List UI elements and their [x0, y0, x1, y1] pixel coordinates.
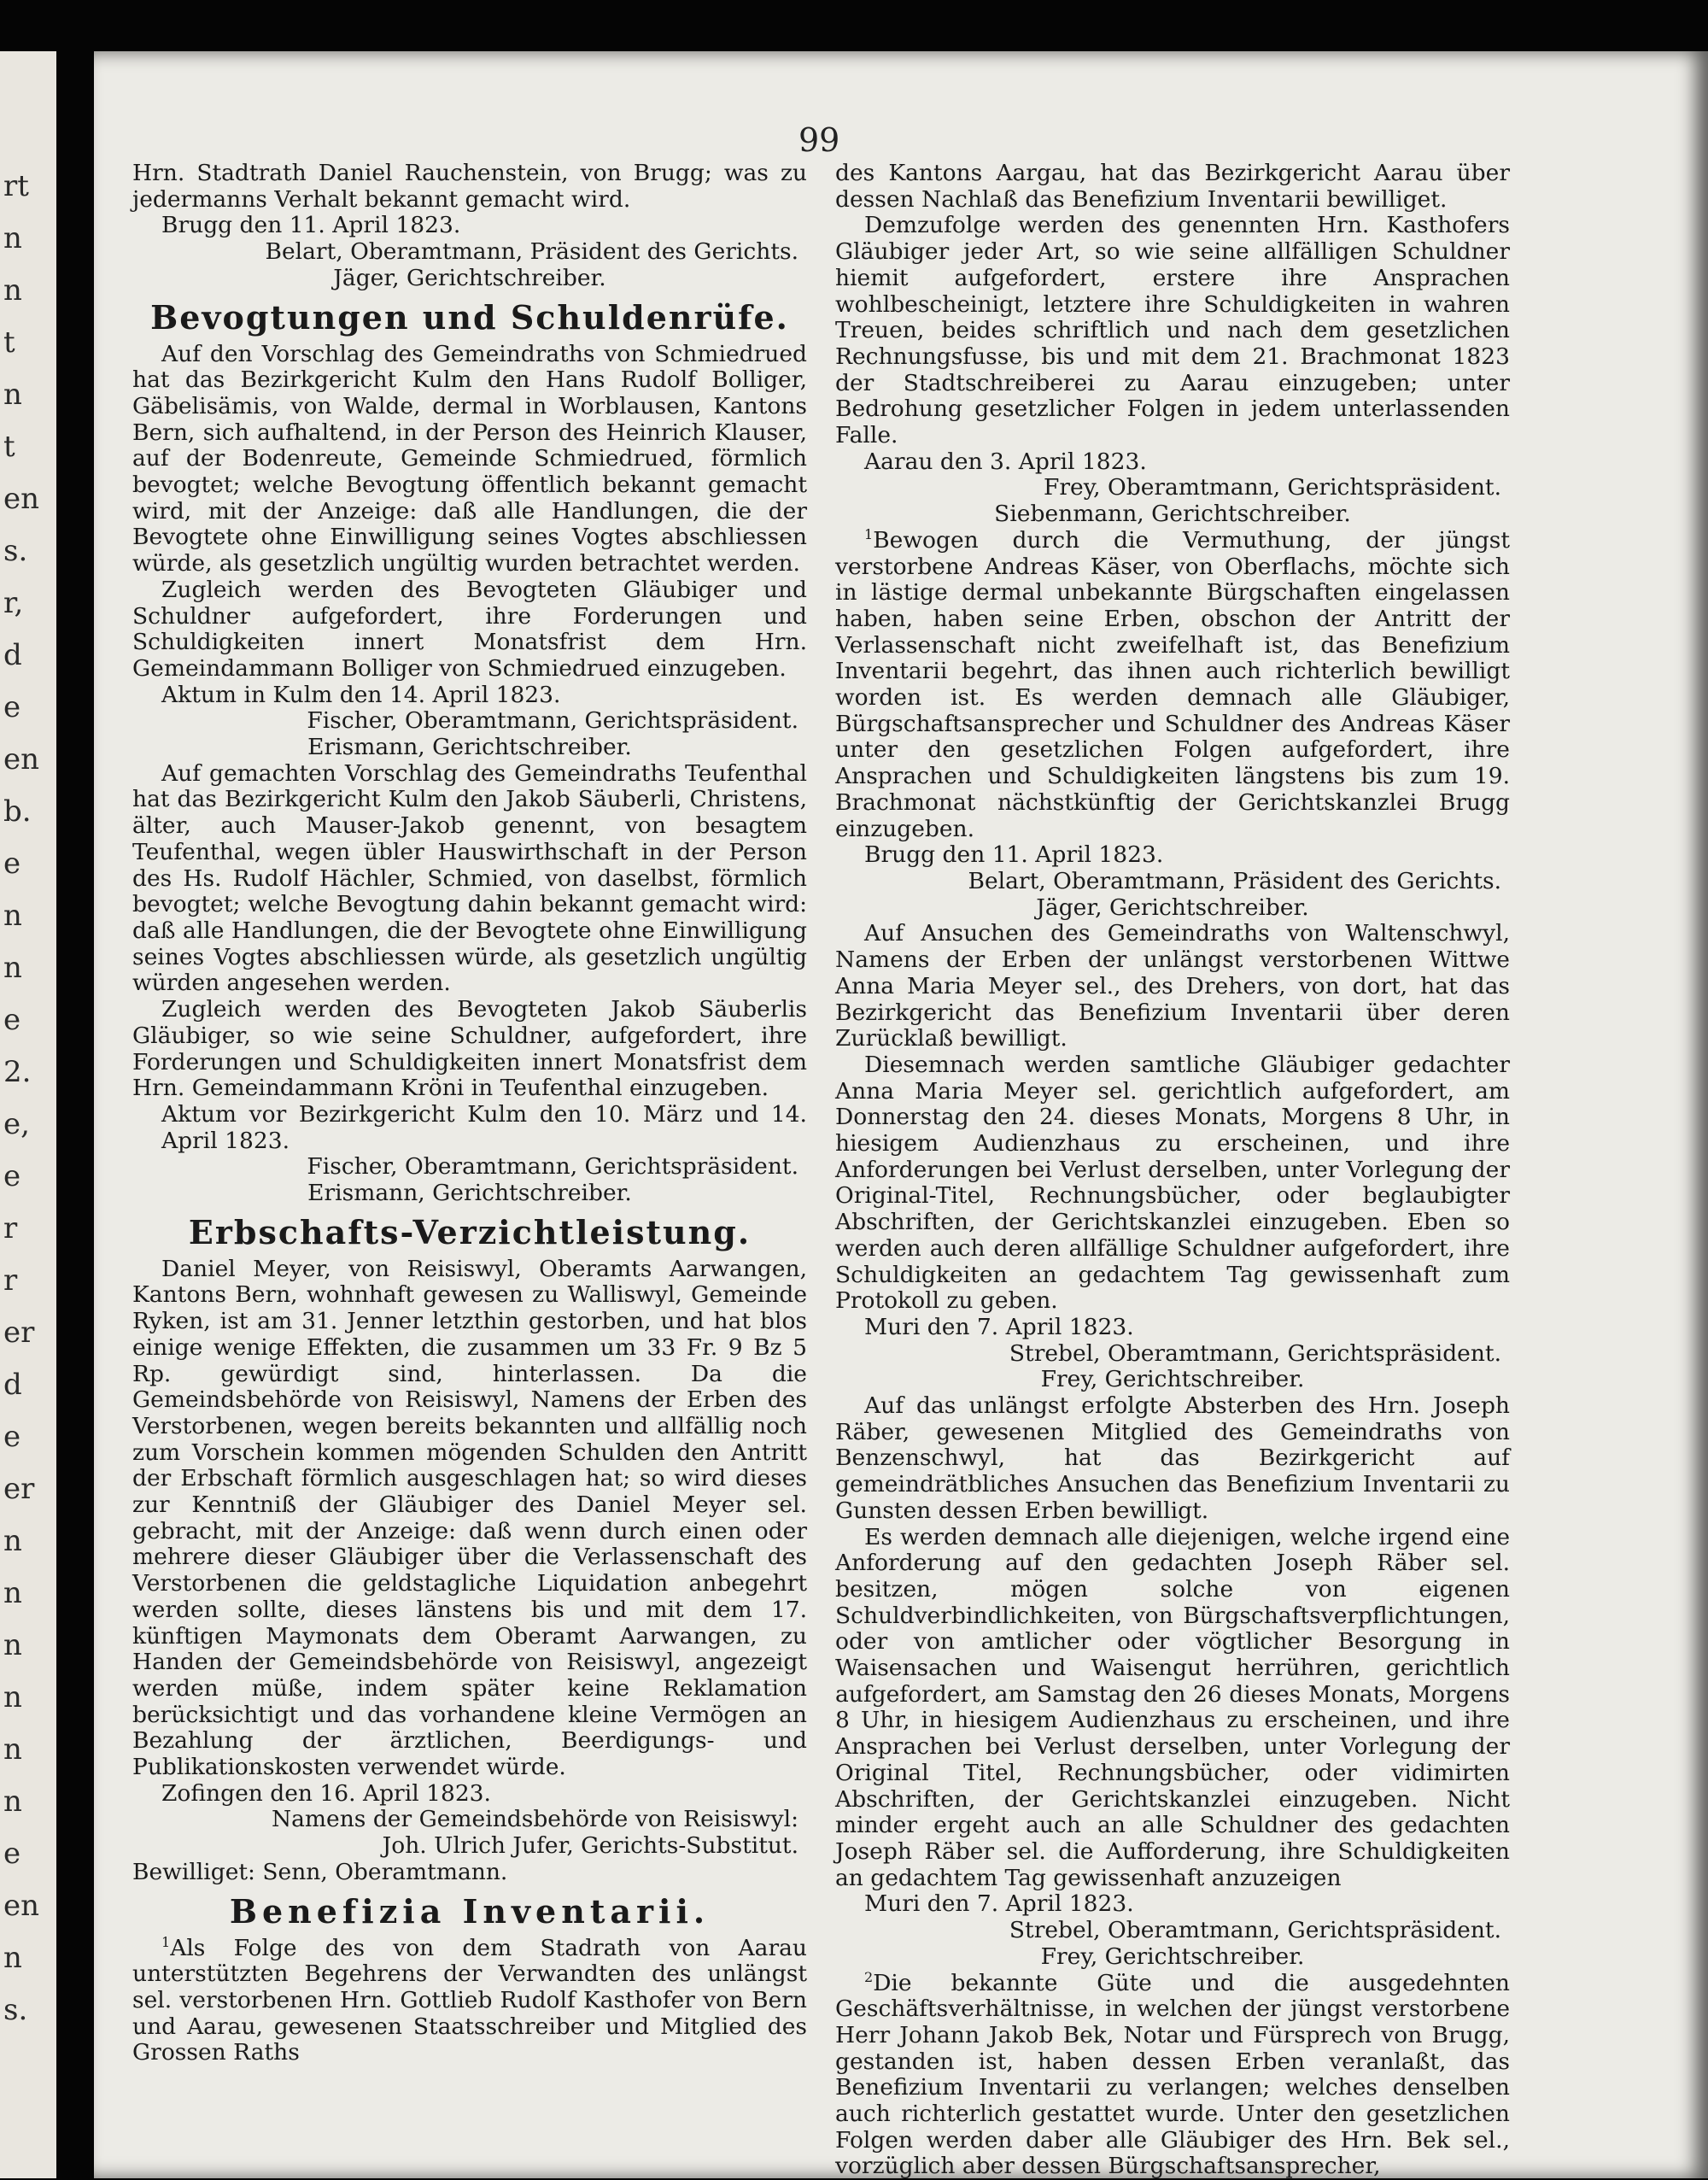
- previous-page-edge: [0, 51, 56, 2178]
- previous-page-fragment: e: [3, 690, 21, 724]
- previous-page-fragment: s.: [3, 1993, 28, 2027]
- previous-page-fragment: 2.: [3, 1055, 32, 1089]
- previous-page-fragment: en: [3, 742, 40, 776]
- notice-kasthofer-continued: des Kantons Aargau, hat das Bezirkgericht Aarau über dessen Nachlaß das Benefizium Inventarii bewilliget.: [835, 160, 1510, 213]
- previous-page-fragment: e: [3, 1837, 21, 1871]
- notice-raeber-place-date: Muri den 7. April 1823.: [864, 1890, 1134, 1918]
- notice-bek-text: [835, 1968, 1510, 2180]
- heading-erbschafts-verzichtleistung: Erbschafts-Verzichtleistung.: [188, 1212, 752, 1251]
- previous-page-fragment: en: [3, 482, 40, 516]
- previous-page-fragment: n: [3, 899, 22, 933]
- notice-bolliger-text: Auf den Vorschlag des Gemeindraths von Schmiedrued hat das Bezirkgericht Kulm den Hans Rudolf Bolliger, Gäbelisämis, von Walde, dermal in Worblausen, Kantons Bern, sich aufhaltend, in der Person des Heinrich Klauser, auf der Bodenreute, Gemeinde Schmiedrued, förmlich bevogtet; welche Bevogtung öffentlich bekannt gemacht wird, mit der Anzeige: daß alle Handlungen, die der Bevogtete ohne Einwilligung seines Vogtes abschliessen würde, als gesetzlich ungültig wurden betrachtet werden.: [132, 340, 807, 577]
- previous-page-fragment: e,: [3, 1107, 30, 1141]
- previous-page-fragment: d: [3, 638, 22, 672]
- notice-raeber-creditors: Es werden demnach alle diejenigen, welche irgend eine Anforderung auf den gedachten Joseph Räber sel. besitzen, mögen solche von eigenen Schuldverbindlichkeiten, von Bürgschaftsverpflichtungen, oder von amtlicher oder vögtlicher Besorgung in Waisensachen und Waisengut herrühren, gerichtlich aufgefordert, am Samstag den 26 dieses Monats, Morgens 8 Uhr, in hiesigem Audienzhaus zu erscheinen, und ihre Ansprachen bei Verlust derselben, unter Vorlegung der Original Titel, Rechnungsbücher, oder vidimirten Abschriften, der Gerichtskanzlei einzugeben. Nicht minder ergeht auch an alle Schuldner des gedachten Joseph Räber sel. die Aufforderung, ihre Schuldigkeiten an gedachtem Tag gewissenhaft anzuzeigen: [835, 1523, 1510, 1891]
- notice-meyer-signature-2: Joh. Ulrich Jufer, Gerichts-Substitut.: [382, 1832, 798, 1860]
- previous-page-fragment: n: [3, 1524, 22, 1558]
- notice-rauchenstein-signature-2: Jäger, Gerichtschreiber.: [333, 264, 606, 291]
- footnote-marker: 1: [161, 1933, 171, 1950]
- previous-page-fragment: e: [3, 1159, 21, 1193]
- notice-raeber-text: Auf das unlängst erfolgte Absterben des Hrn. Joseph Räber, gewesenen Mitglied des Gemeindraths von Benzenschwyl, hat das Bezirkgericht auf gemeindrätbliches Ansuchen das Benefizium Inventarii zu Gunsten dessen Erben bewilligt.: [835, 1392, 1510, 1524]
- notice-bolliger-signature-1: Fischer, Oberamtmann, Gerichtspräsident.: [307, 707, 798, 735]
- notice-anna-meyer-signature-2: Frey, Gerichtschreiber.: [1040, 1366, 1305, 1393]
- previous-page-fragment: t: [3, 430, 15, 464]
- notice-kasthofer-body: Als Folge des von dem Stadrath von Aarau unterstützten Begehrens der Verwandten des unlängst sel. verstorbenen Hrn. Gottlieb Rudolf Kasthofer von Bern und Aarau, gewesenen Staatsschreiber und Mitglied des Grossen Raths: [132, 1934, 807, 2066]
- previous-page-fragment: rt: [3, 169, 29, 203]
- previous-page-fragment: t: [3, 325, 15, 360]
- previous-page-fragment: b.: [3, 794, 32, 829]
- notice-bolliger-creditors: Zugleich werden des Bevogteten Gläubiger und Schuldner aufgefordert, ihre Forderungen und Schuldigkeiten innert Monatsfrist dem Hrn. Gemeindammann Bolliger von Schmiedrued einzugeben.: [132, 576, 807, 682]
- notice-raeber-signature-2: Frey, Gerichtschreiber.: [1040, 1943, 1305, 1970]
- notice-kasthofer-place-date: Aarau den 3. April 1823.: [864, 448, 1147, 475]
- previous-page-fragment: r: [3, 1263, 18, 1298]
- notice-anna-meyer-signature-1: Strebel, Oberamtmann, Gerichtspräsident.: [1009, 1339, 1501, 1367]
- right-column: [835, 161, 1510, 2180]
- previous-page-fragment: n: [3, 1941, 22, 1975]
- notice-kaeser-signature-1: Belart, Oberamtmann, Präsident des Gerichts.: [968, 867, 1501, 894]
- previous-page-fragment: n: [3, 378, 22, 412]
- previous-page-fragment: n: [3, 1680, 22, 1714]
- notice-kasthofer-creditors: Demzufolge werden des genennten Hrn. Kasthofers Gläubiger jeder Art, so wie seine allfälligen Schuldner hiemit aufgefordert, erstere ihre Ansprachen wohlbescheinigt, letztere ihre Schuldigkeiten in wahren Treuen, beides schriftlich und nach dem gesetzlichen Rechnungsfusse, bis und mit dem 21. Brachmonat 1823 der Stadtschreiberei zu Aarau einzugeben; unter Bedrohung gesetzlicher Folgen in jedem unterlassenden Falle.: [835, 212, 1510, 449]
- notice-rauchenstein-place-date: Brugg den 11. April 1823.: [161, 212, 461, 239]
- left-column: [132, 161, 807, 2066]
- notice-kaeser-place-date: Brugg den 11. April 1823.: [864, 841, 1164, 869]
- notice-anna-meyer-place-date: Muri den 7. April 1823.: [864, 1313, 1134, 1340]
- previous-page-fragment: er: [3, 1316, 35, 1350]
- notice-meyer-signature-1: Namens der Gemeindsbehörde von Reisiswyl:: [271, 1806, 798, 1833]
- previous-page-fragment: n: [3, 1784, 22, 1819]
- notice-bolliger-signature-2: Erismann, Gerichtschreiber.: [307, 734, 632, 761]
- notice-anna-meyer-creditors: Diesemnach werden samtliche Gläubiger gedachter Anna Maria Meyer sel. gerichtlich aufgefordert, am Donnerstag den 24. dieses Monats, Morgens 8 Uhr, in hiesigem Audienzhaus zu erscheinen, und ihre Anforderungen bei Verlust derselben, unter Vorlegung der Original-Titel, Rechnungsbücher, oder beglaubigter Abschriften, der Gerichtskanzlei einzugeben. Eben so werden auch deren allfällige Schuldner aufgefordert, ihre Schuldigkeiten an gedachtem Tag gewissenhaft zum Protokoll zu geben.: [835, 1051, 1510, 1315]
- notice-kaeser-text: [835, 528, 1510, 842]
- notice-saeuberli-creditors: Zugleich werden des Bevogteten Jakob Säuberlis Gläubiger, so wie seine Schuldner, aufgefordert, ihre Forderungen und Schuldigkeiten innert Monatsfrist dem Hrn. Gemeindammann Kröni in Teufenthal einzugeben.: [132, 996, 807, 1102]
- previous-page-fragment: d: [3, 1368, 22, 1402]
- notice-rauchenstein-signature-1: Belart, Oberamtmann, Präsident des Gerichts.: [265, 238, 798, 266]
- notice-raeber-signature-1: Strebel, Oberamtmann, Gerichtspräsident.: [1009, 1917, 1501, 1944]
- notice-kaeser-signature-2: Jäger, Gerichtschreiber.: [1036, 894, 1309, 921]
- notice-kasthofer-signature-2: Siebenmann, Gerichtschreiber.: [994, 501, 1351, 528]
- previous-page-fragment: r: [3, 1211, 18, 1245]
- notice-meyer-place-date: Zofingen den 16. April 1823.: [161, 1779, 491, 1807]
- previous-page-fragment: en: [3, 1889, 40, 1923]
- previous-page-fragment: e: [3, 847, 21, 881]
- heading-bevogtungen: Bevogtungen und Schuldenrüfe.: [150, 297, 789, 337]
- newspaper-page: [94, 51, 1708, 2178]
- notice-kaeser-body: Bewogen durch die Vermuthung, der jüngst verstorbene Andreas Käser, von Oberflachs, möchte sich in lästige dermal unbekannte Bürgschaften eingelassen haben, haben seine Erben, obschon der Antritt der Verlassenschaft nicht zweifelhaft ist, das Benefizium Inventarii begehrt, das ihnen auch richterlich bewilligt worden ist. Es werden demnach alle Gläubiger, Bürgschaftsansprecher und Schuldner des Andreas Käser unter den gesetzlichen Folgen aufgefordert, ihre Ansprachen und Schuldigkeiten längstens bis zum 19. Brachmonat nächstkünftig der Gerichtskanzlei Brugg einzugeben.: [835, 526, 1510, 842]
- previous-page-fragment: n: [3, 1576, 22, 1610]
- notice-saeuberli-place-date: Aktum vor Bezirkgericht Kulm den 10. März und 14. April 1823.: [161, 1100, 807, 1154]
- previous-page-fragment: e: [3, 1420, 21, 1454]
- notice-kasthofer-text: [132, 1933, 807, 2067]
- notice-anna-meyer-text: Auf Ansuchen des Gemeindraths von Waltenschwyl, Namens der Erben der unlängst verstorbenen Wittwe Anna Maria Meyer sel., des Drehers, von dort, hat das Bezirkgericht das Benefizium Inventarii über deren Zurücklaß bewilligt.: [835, 920, 1510, 1052]
- previous-page-fragment: e: [3, 1003, 21, 1037]
- notice-bek-body: Die bekannte Güte und die ausgedehnten Geschäftsverhältnisse, in welchen der jüngst verstorbene Herr Johann Jakob Bek, Notar und Fürsprech von Brugg, gestanden ist, haben dessen Erben veranlaßt, das Benefizium Inventarii zu verlangen; welches denselben auch richterlich gestattet wurde. Unter den gesetzlichen Folgen werden daber alle Gläubiger des Hrn. Bek sel., vorzüglich aber dessen Bürgschaftsansprecher,: [835, 1969, 1510, 2180]
- previous-page-fragment: n: [3, 273, 22, 308]
- previous-page-fragment: n: [3, 951, 22, 985]
- previous-page-fragment: n: [3, 221, 22, 255]
- previous-page-fragment: r,: [3, 586, 24, 620]
- footnote-marker: 1: [864, 526, 874, 543]
- notice-saeuberli-text: Auf gemachten Vorschlag des Gemeindraths Teufenthal hat das Bezirkgericht Kulm den Jakob Säuberli, Christens, älter, auch Mauser-Jakob genennt, von besagtem Teufenthal, wegen übler Hauswirthschaft in der Person des Hs. Rudolf Hächler, Schmied, von daselbst, förmlich bevogtet; welche Bevogtung dahin bekannt gemacht wird: daß alle Handlungen, die der Bevogtete ohne Einwilligung seines Vogtes abschliessen würde, als gesetzlich ungültig würden angesehen werden.: [132, 759, 807, 997]
- previous-page-fragment: n: [3, 1732, 22, 1767]
- notice-kasthofer-signature-1: Frey, Oberamtmann, Gerichtspräsident.: [1043, 474, 1501, 501]
- notice-meyer-text: Daniel Meyer, von Reisiswyl, Oberamts Aarwangen, Kantons Bern, wohnhaft gewesen zu Walliswyl, Gemeinde Ryken, ist am 31. Jenner letzthin gestorben, und hat blos einige wenige Effekten, die zusammen um 33 Fr. 9 Bz 5 Rp. gewürdigt sind, hinterlassen. Da die Gemeindsbehörde von Reisiswyl, Namens der Erben des Verstorbenen, wegen bereits bekannten und allfällig noch zum Vorschein kommen mögenden Schulden den Antritt der Erbschaft förmlich ausgeschlagen hat; so wird dieses zur Kenntniß der Gläubiger des Daniel Meyer sel. gebracht, mit der Anzeige: daß wenn durch einen oder mehrere dieser Gläubiger über die Verlassenschaft des Verstorbenen die geldstagliche Liquidation anbegehrt werden sollte, dieses länstens bis und mit dem 17. künftigen Maymonats dem Oberamt Aarwangen, zu Handen der Gemeindsbehörde von Reisiswyl, angezeigt werden müße, indem später keine Reklamation berücksichtigt und das vorhandene kleine Vermögen an Bezahlung der ärztlichen, Beerdigungs- und Publikationskosten verwendet würde.: [132, 1255, 807, 1781]
- notice-saeuberli-signature-2: Erismann, Gerichtschreiber.: [307, 1180, 632, 1207]
- heading-benefizia-inventarii: Benefizia Inventarii.: [229, 1891, 711, 1931]
- page-number: 99: [798, 121, 840, 159]
- notice-saeuberli-signature-1: Fischer, Oberamtmann, Gerichtspräsident.: [307, 1153, 798, 1181]
- notice-meyer-approval: Bewilliget: Senn, Oberamtmann.: [132, 1858, 508, 1885]
- previous-page-fragment: er: [3, 1472, 35, 1506]
- previous-page-fragment: s.: [3, 534, 28, 568]
- notice-bolliger-place-date: Aktum in Kulm den 14. April 1823.: [161, 681, 561, 708]
- footnote-marker: 2: [864, 1968, 874, 1985]
- previous-page-fragment: n: [3, 1628, 22, 1662]
- notice-rauchenstein-text: Hrn. Stadtrath Daniel Rauchenstein, von Brugg; was zu jedermanns Verhalt bekannt gemacht wird.: [132, 160, 807, 213]
